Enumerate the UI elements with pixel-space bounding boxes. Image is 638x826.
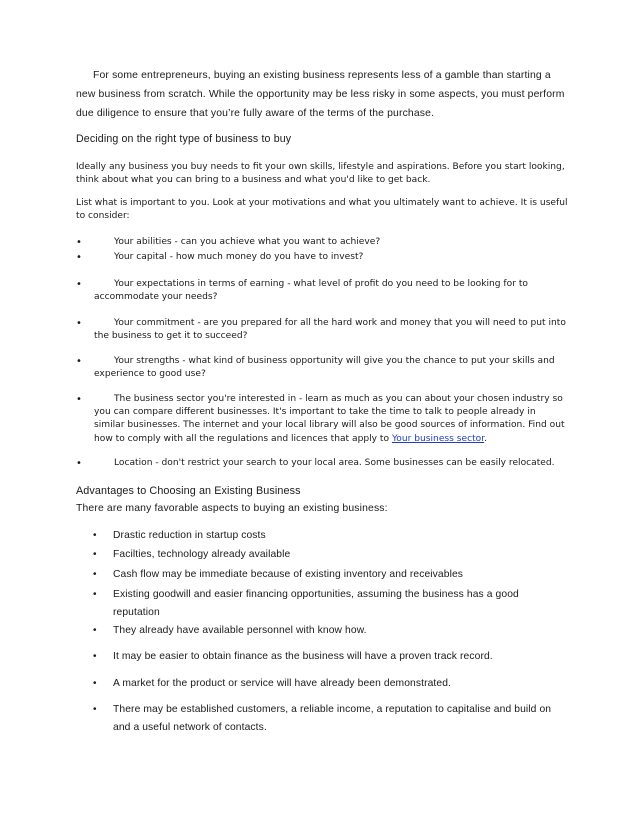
business-sector-link[interactable]: Your business sector <box>391 433 485 444</box>
bullet-glyph: • <box>93 651 97 662</box>
list-item-text: It may be easier to obtain finance as the business will have a proven track record. <box>113 651 493 662</box>
bullet-glyph: • <box>76 394 82 405</box>
bullet-glyph: • <box>93 549 97 560</box>
list-item-text: Cash flow may be immediate because of existing inventory and receivables <box>113 569 464 580</box>
list-item <box>93 701 563 737</box>
list-item <box>76 393 568 446</box>
list-item <box>76 251 568 264</box>
list-item-text: Existing goodwill and easier financing opportunities, assuming the business has a good reputation <box>113 589 519 618</box>
list-item-text: Facilties, technology already available <box>113 549 291 560</box>
list-item-text-body: The business sector you're interested in - learn as much as you can about your chosen industry so you can compare different businesses. It's important to take the time to talk to people already in similar businesses. The internet and your local library will also be good sources of information. Find out how to comply with all the regulations and licences that apply to <box>94 394 565 444</box>
list-item-text: They already have available personnel with know how. <box>113 625 367 636</box>
section1-paragraph-2: List what is important to you. Look at your motivations and what you ultimately want to achieve. It is useful to consider: <box>76 198 568 222</box>
bullet-glyph: • <box>76 237 82 248</box>
list-item-text: Your commitment - are you prepared for all the hard work and money that you will need to put into the business to get it to succeed? <box>94 318 566 342</box>
bullet-glyph: • <box>76 458 82 469</box>
section1-heading: Deciding on the right type of business to buy <box>76 133 292 145</box>
section2-heading: Advantages to Choosing an Existing Business <box>76 485 301 497</box>
bullet-glyph: • <box>76 356 82 367</box>
list-item <box>93 648 563 666</box>
bullet-glyph: • <box>93 589 97 600</box>
list-item-text: Your capital - how much money do you have to invest? <box>114 252 364 262</box>
list-item-text: Your strengths - what kind of business opportunity will give you the chance to put your skills and experience to good use? <box>94 356 555 380</box>
list-item <box>76 457 568 470</box>
list-item-text: Drastic reduction in startup costs <box>113 530 266 541</box>
list-item <box>76 355 568 381</box>
bullet-glyph: • <box>76 318 82 329</box>
list-item <box>76 278 568 304</box>
list-item <box>93 546 563 564</box>
list-item <box>93 566 563 584</box>
list-item <box>93 675 563 693</box>
link-suffix: . <box>484 433 488 444</box>
list-item-text: Location - don't restrict your search to your local area. Some businesses can be easily relocated. <box>114 458 555 468</box>
list-item <box>76 236 568 249</box>
list-item <box>93 586 563 622</box>
bullet-glyph: • <box>93 678 97 689</box>
list-item-text: There may be established customers, a reliable income, a reputation to capitalise and build on and a useful network of contacts. <box>113 704 552 733</box>
bullet-glyph: • <box>76 279 82 290</box>
bullet-glyph: • <box>93 625 97 636</box>
section2-intro: There are many favorable aspects to buying an existing business: <box>76 503 388 514</box>
intro-paragraph: For some entrepreneurs, buying an existing business represents less of a gamble than starting a new business from scratch. While the opportunity may be less risky in some aspects, you must perform due diligence to ensure that you’re fully aware of the terms of the purchase. <box>76 70 565 119</box>
list-item <box>76 317 568 343</box>
list-item-text <box>94 393 568 446</box>
bullet-glyph: • <box>93 530 97 541</box>
list-item <box>93 527 563 545</box>
section1-paragraph-1: Ideally any business you buy needs to fit your own skills, lifestyle and aspirations. Before you start looking, think about what you can bring to a business and what you'd like to get back. <box>76 162 565 186</box>
list-item-text: Your expectations in terms of earning - what level of profit do you need to be looking for to accommodate your needs? <box>94 279 528 303</box>
bullet-glyph: • <box>76 252 82 263</box>
list-item <box>93 622 563 640</box>
list-item-text: Your abilities - can you achieve what you want to achieve? <box>114 237 381 247</box>
bullet-glyph: • <box>93 569 97 580</box>
list-item-text: A market for the product or service will have already been demonstrated. <box>113 678 452 689</box>
bullet-glyph: • <box>93 704 97 715</box>
